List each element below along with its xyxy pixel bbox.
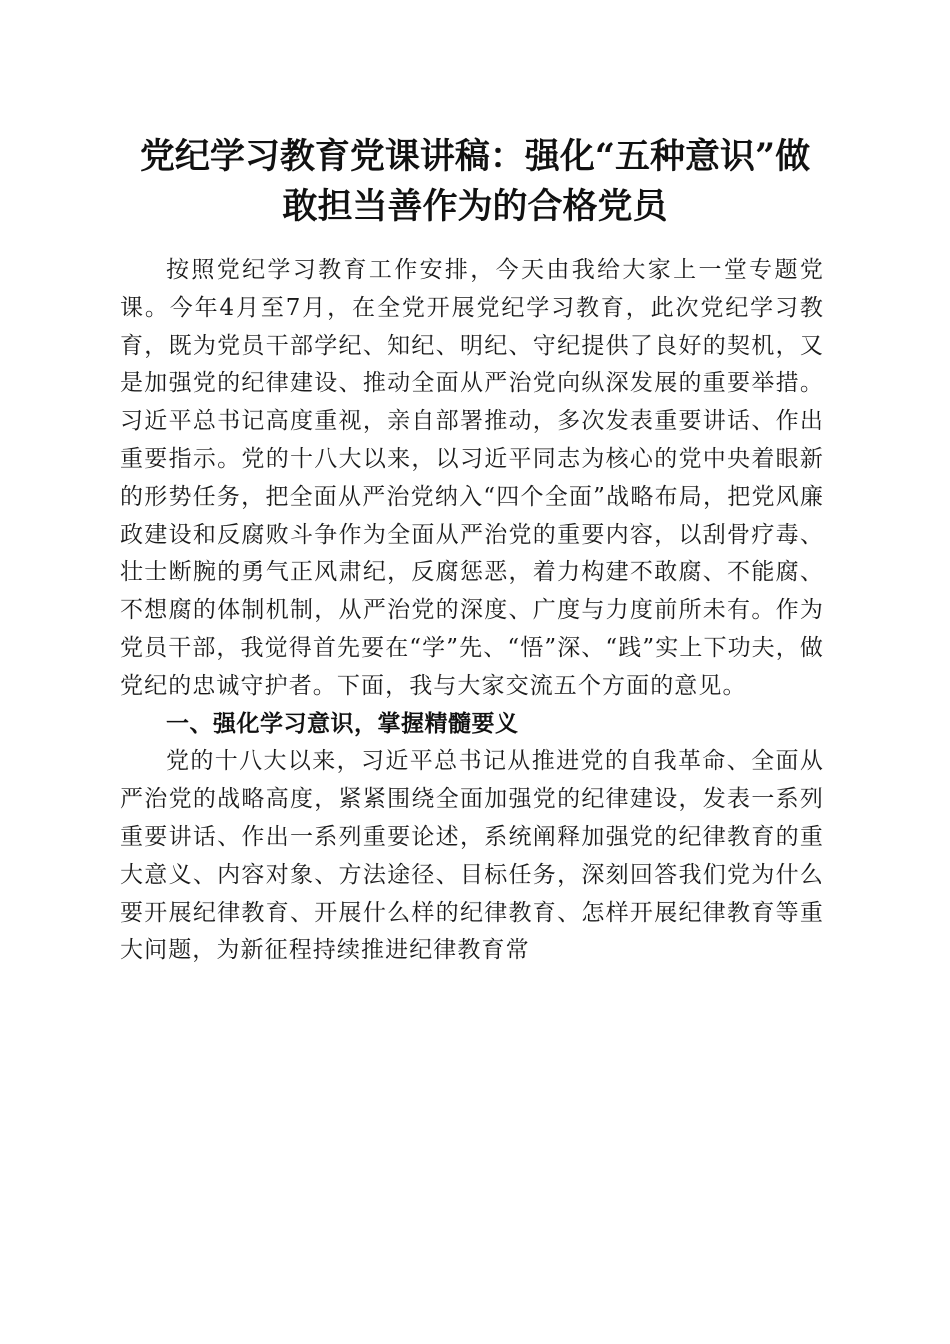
document-title bbox=[110, 132, 840, 232]
section-1-paragraph: 党的十八大以来，习近平总书记从推进党的自我革命、全面从严治党的战略高度，紧紧围绕全面加强党的纪律建设，发表一系列重要讲话、作出一系列重要论述，系统阐释加强党的纪律教育的重大意义、内容对象、方法途径、目标任务，深刻回答我们党为什么要开展纪律教育、开展什么样的纪律教育、怎样开展纪律教育等重大问题，为新征程持续推进纪律教育常 bbox=[120, 748, 824, 964]
title-line-1: 党纪学习教育党课讲稿：强化“五种意识”做 bbox=[139, 136, 811, 177]
document-body bbox=[120, 252, 824, 970]
intro-paragraph: 按照党纪学习教育工作安排，今天由我给大家上一堂专题党课。今年4月至7月，在全党开展党纪学习教育，此次党纪学习教育，既为党员干部学纪、知纪、明纪、守纪提供了良好的契机，又是加强党的纪律建设、推动全面从严治党向纵深发展的重要举措。习近平总书记高度重视，亲自部署推动，多次发表重要讲话、作出重要指示。党的十八大以来，以习近平同志为核心的党中央着眼新的形势任务，把全面从严治党纳入“四个全面”战略布局，把党风廉政建设和反腐败斗争作为全面从严治党的重要内容，以刮骨疗毒、壮士断腕的勇气正风肃纪，反腐惩恶，着力构建不敢腐、不能腐、不想腐的体制机制，从严治党的深度、广度与力度前所未有。作为党员干部，我觉得首先要在“学”先、“悟”深、“践”实上下功夫，做党纪的忠诚守护者。下面，我与大家交流五个方面的意见。 bbox=[120, 257, 824, 699]
section-heading-1: 一、强化学习意识，掌握精髓要义 bbox=[166, 710, 519, 737]
title-line-2: 敢担当善作为的合格党员 bbox=[282, 186, 668, 227]
